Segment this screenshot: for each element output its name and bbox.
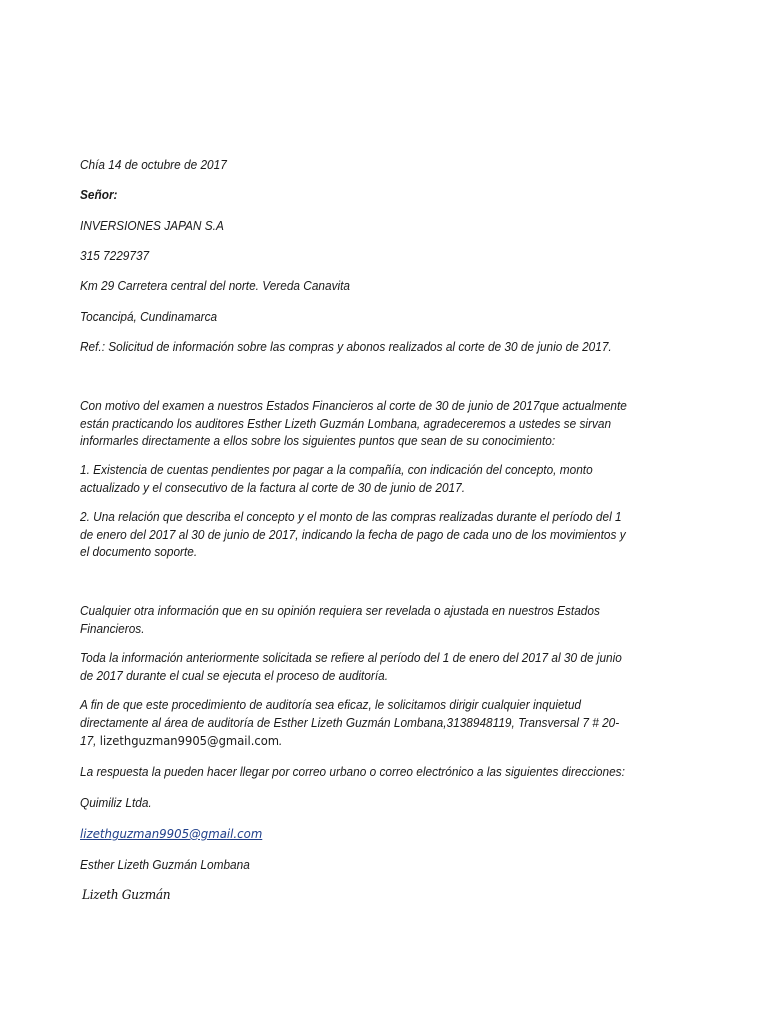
directive-email: lizethguzman9905@gmail.com [99,734,280,748]
intro-line: Con motivo del examen a nuestros Estados Financieros al corte de 30 de junio de 2017que actualmente [80,399,627,413]
intro-line: están practicando los auditores Esther Lizeth Guzmán Lombana, agradeceremos a ustedes se sirvan [80,417,612,431]
other-info-line: Cualquier otra información que en su opinión requiera ser revelada o ajustada en nuestros Estados [80,604,600,618]
recipient-city: Tocancipá, Cundinamarca [80,310,218,324]
point-1-line: actualizado y el consecutivo de la factura al corte de 30 de junio de 2017. [80,481,466,495]
recipient-phone: 315 7229737 [80,249,150,263]
directive-line: directamente al área de auditoría de Esther Lizeth Guzmán Lombana,3138948119, Transversal 7 # 20- [80,716,620,730]
point-2-line: el documento soporte. [80,545,198,559]
point-2-line: 2. Una relación que describa el concepto y el monto de las compras realizadas durante el período del 1 [80,510,622,524]
directive-prefix: 17, [80,734,100,748]
recipient-company: INVERSIONES JAPAN S.A [80,219,224,233]
letter-date: Chía 14 de octubre de 2017 [80,158,227,172]
period-line: de 2017 durante el cual se ejecuta el proceso de auditoría. [80,669,389,683]
response-line: La respuesta la pueden hacer llegar por correo urbano o correo electrónico a las siguientes direcciones: [80,765,625,779]
recipient-address: Km 29 Carretera central del norte. Vereda Canavita [80,279,351,293]
point-2-line: de enero del 2017 al 30 de junio de 2017, indicando la fecha de pago de cada uno de los movimientos y [80,528,626,542]
directive-suffix: . [279,734,283,748]
other-info-line: Financieros. [80,622,145,636]
salutation: Señor: [80,188,118,202]
period-line: Toda la información anteriormente solicitada se refiere al período del 1 de enero del 2017 al 30 de junio [80,651,622,665]
directive-line [80,732,282,750]
handwritten-signature: Lizeth Guzmán [82,888,171,903]
reference-line: Ref.: Solicitud de información sobre las compras y abonos realizados al corte de 30 de junio de 2017. [80,340,612,354]
point-1-line: 1. Existencia de cuentas pendientes por pagar a la compañía, con indicación del concepto, monto [80,463,593,477]
signer-name: Esther Lizeth Guzmán Lombana [80,858,250,872]
firm-name: Quimiliz Ltda. [80,796,152,810]
email-link[interactable]: lizethguzman9905@gmail.com [80,826,263,841]
intro-line: informarles directamente a ellos sobre los siguientes puntos que sean de su conocimiento: [80,434,556,448]
directive-line: A fin de que este procedimiento de auditoría sea eficaz, le solicitamos dirigir cualquier inquietud [80,698,582,712]
